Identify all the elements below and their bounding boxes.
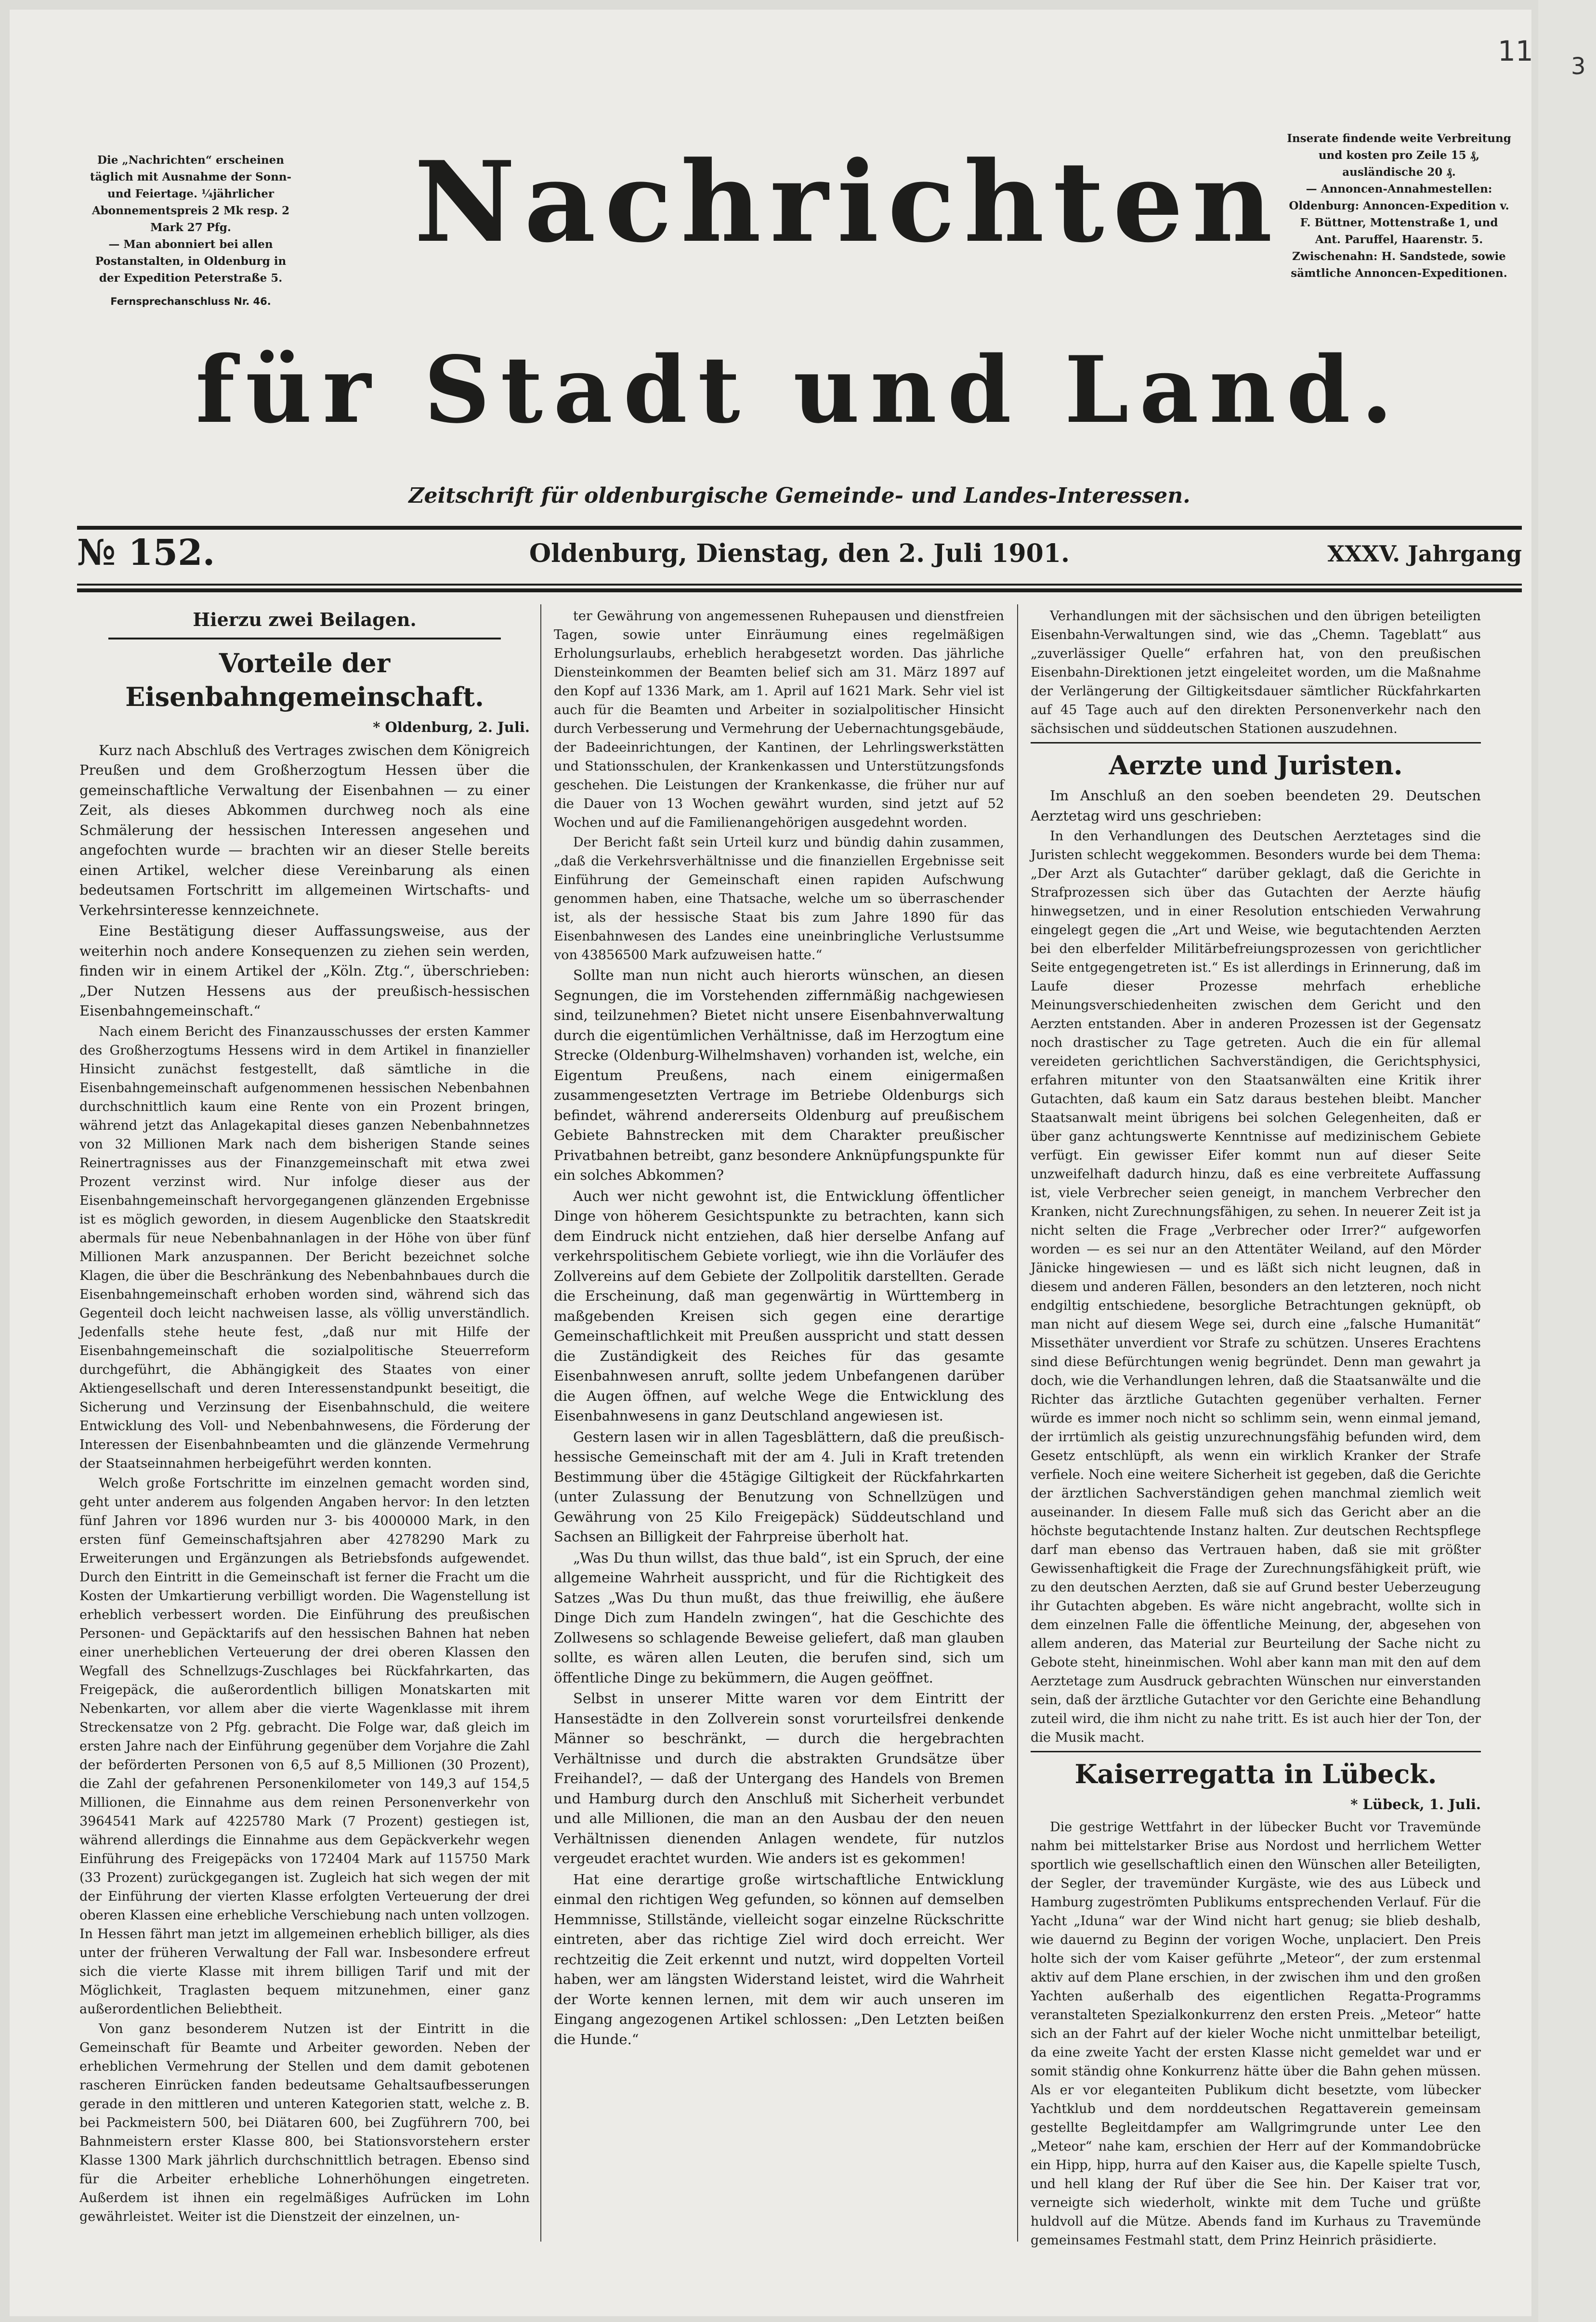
article-paragraph: Auch wer nicht gewohnt ist, die Entwicklung öffentlicher Dinge von höherem Gesichtspunkte zu betrachten, kann sich dem Eindruck nicht entziehen, daß hier derselbe Anfang auf verkehrspolitischem Gebiete vorliegt, wie ihn die Vorläufer des Zollvereins auf dem Gebiete der Zollpolitik darstellten. Gerade die Erscheinung, daß man gegenwärtig in Württemberg in maßgebenden Kreisen sich gegen eine derartige Gemeinschaftlichkeit mit Preußen ausspricht und statt dessen die Zuständigkeit des Reiches für das gesamte Eisenbahnwesen anruft, sollte jedem Unbefangenen darüber die Augen öffnen, auf welche Wege die Entwicklung des Eisenbahnwesens in ganz Deutschland angewiesen ist. bbox=[554, 1187, 1004, 1424]
issue-number: № 152. bbox=[77, 532, 215, 574]
article-paragraph: Eine Bestätigung dieser Auffassungsweise, aus der weiterhin noch andere Konsequenzen zu ziehen sein werden, finden wir in einem Artikel der „Köln. Ztg.“, überschrieben: „Der Nutzen Hessens aus der preußisch-hessischen Eisenbahngemeinschaft.“ bbox=[79, 923, 530, 1019]
article-paragraph: Welch große Fortschritte im einzelnen gemacht worden sind, geht unter anderem aus folgenden Angaben hervor: In den letzten fünf Jahren vor 1896 wurden nur 3- bis 4000000 Mark, in den ersten fünf Gemeinschaftsjahren aber 4278290 Mark zu Erweiterungen und Ergänzungen als Betriebsfonds aufgewendet. Durch den Eintritt in die Gemeinschaft ist ferner die Fracht um die Kosten der Umkartierung verbilligt worden. Die Wagenstellung ist erheblich verbessert worden. Die Einführung des preußischen Personen- und Gepäcktarifs auf den hessischen Bahnen hat neben einer unerheblichen Verteuerung der drei oberen Klassen den Wegfall des Schnellzugs-Zuschlages bei Rückfahrkarten, das Freigepäck, die außerordentlich billigen Monatskarten mit Nebenkarten, vor allem aber die vierte Wagenklasse mit ihrem Streckensatze von 2 Pfg. gebracht. Die Folge war, daß gleich im ersten Jahre nach der Einführung gegenüber dem Vorjahre die Zahl der beförderten Personen von 6,5 auf 8,5 Millionen (30 Prozent), die Zahl der gefahrenen Personenkilometer von 149,3 auf 154,5 Millionen, die Einnahme aus dem reinen Personenverkehr von 3964541 Mark auf 4225780 Mark (7 Prozent) gestiegen ist, während allerdings die Einnahme aus dem Gepäckverkehr wegen Einführung des Freigepäcks von 172404 Mark auf 115750 Mark (33 Prozent) zurückgegangen ist. Zugleich hat sich wegen der mit der Einführung der vierten Klasse erfolgten Verteuerung der drei oberen Klassen eine erhebliche Verschiebung nach unten vollzogen. In Hessen fährt man jetzt im allgemeinen erheblich billiger, als dies unter der früheren Verwaltung der Fall war. Insbesondere erfreut sich die vierte Klasse mit ihrem billigen Tarif und mit der Möglichkeit, Traglasten bequem mitzunehmen, einer ganz außerordentlichen Beliebtheit. bbox=[79, 1475, 530, 2017]
phone-info: Fernsprechanschluss Nr. 46. bbox=[110, 296, 271, 307]
article-paragraph: Selbst in unserer Mitte waren vor dem Eintritt der Hansestädte in den Zollverein sonst vorurteilsfrei denkende Männer so beschränkt, — durch die hergebrachten Verhältnisse und durch die abstrakten Grundsätze über Freihandel?, — daß der Untergang des Handels von Bremen und Hamburg durch den Anschluß mit Sicherheit verbundet und alle Millionen, die man an den Ausbau der den neuen Verhältnissen dienenden Anlagen wendete, für nutzlos vergeudet erachtet wurden. Wie anders ist es gekommen! bbox=[554, 1690, 1004, 1866]
article-paragraph: Nach einem Bericht des Finanzausschusses der ersten Kammer des Großherzogtums Hessens wird in dem Artikel in finanzieller Hinsicht zunächst festgestellt, daß sämtliche in die Eisenbahngemeinschaft aufgenommenen hessischen Nebenbahnen durchschnittlich kaum eine Rente von ein Prozent bringen, während jetzt das Anlagekapital dieses ganzen Nebenbahnnetzes von 32 Millionen Mark nach dem bisherigen Stande seines Reinertragnisses aus der Finanzgemeinschaft mit etwa zwei Prozent verzinst wird. Nur infolge dieser aus der Eisenbahngemeinschaft hervorgegangenen glänzenden Ergebnisse ist es möglich geworden, in diesem Augenblicke den Staatskredit abermals für neue Nebenbahnanlagen in der Höhe von über fünf Millionen Mark anzuspannen. Der Bericht bezeichnet solche Klagen, die über die Beschränkung des Nebenbahnbaues durch die Eisenbahngemeinschaft erhoben worden sind, während sich das Gegenteil doch leicht nachweisen lasse, als völlig unverständlich. Jedenfalls stehe heute fest, „daß nur mit Hilfe der Eisenbahngemeinschaft die sozialpolitische Steuerreform durchgeführt, die Abhängigkeit des Staates von einer Aktiengesellschaft und deren Interessenstandpunkt beseitigt, die Sicherung und Verzinsung der Eisenbahnschuld, die weitere Entwicklung des Voll- und Nebenbahnwesens, die Förderung der Interessen der Eisenbahnbeamten und die glänzende Vermehrung der Staatseinnahmen herbeigeführt werden konnten. bbox=[79, 1024, 530, 1471]
column-3 bbox=[1031, 607, 1481, 2248]
article-paragraph: Sollte man nun nicht auch hierorts wünschen, an diesen Segnungen, die im Vorstehenden ziffernmäßig nachgewiesen sind, teilzunehmen? Bietet nicht unsere Eisenbahnverwaltung durch die eigentümlichen Verhältnisse, daß im Herzogtum eine Strecke (Oldenburg-Wilhelmshaven) vorhanden ist, welche, ein Eigentum Preußens, nach einem einigermaßen zusammengesetzten Vertrage im Betriebe Oldenburgs sich befindet, während andererseits Oldenburg auf preußischem Gebiete Bahnstrecken mit dem Charakter preußischer Privatbahnen betreibt, ganz besondere Anknüpfungspunkte für ein solches Abkommen? bbox=[554, 967, 1004, 1183]
column-1 bbox=[79, 607, 530, 2239]
masthead-rule-bottom1 bbox=[77, 584, 1522, 586]
article-separator bbox=[1031, 742, 1481, 744]
article-headline-railway: Vorteile der Eisenbahngemeinschaft. bbox=[125, 648, 484, 712]
column-divider-1 bbox=[540, 604, 541, 2242]
notice-separator bbox=[108, 638, 501, 639]
article-paragraph: Im Anschluß an den soeben beendeten 29. Deutschen Aerztetag wird uns geschrieben: bbox=[1031, 787, 1481, 824]
article-paragraph: Hat eine derartige große wirtschaftliche Entwicklung einmal den richtigen Weg gefunden, so können auf demselben Hemmnisse, Stillstände, vielleicht sogar einzelne Rückschritte eintreten, aber das richtige Ziel wird doch erreicht. Wer rechtzeitig die Zeit erkennt und nutzt, wird doppelten Vorteil haben, wer am längsten Widerstand leistet, wird die Wahrheit der Worte kennen lernen, mit dem wir auch unseren im Eingang angezogenen Artikel schlossen: „Den Letzten beißen die Hunde.“ bbox=[554, 1871, 1004, 2048]
article-paragraph: Die gestrige Wettfahrt in der lübecker Bucht vor Travemünde nahm bei mittelstarker Brise aus Nordost und herrlichem Wetter sportlich wie gesellschaftlich einen den Wünschen aller Beteiligten, der Segler, der travemünder Kurgäste, wie des aus Lübeck und Hamburg zugeströmten Publikums entsprechenden Verlauf. Für die Yacht „Iduna“ war der Wind nicht hart genug; sie blieb deshalb, wie dauernd zu Beginn der vorigen Woche, unplaciert. Den Preis holte sich der vom Kaiser geführte „Meteor“, der zum erstenmal aktiv auf dem Plane erschien, in der zwischen ihm und den großen Yachten außerhalb des eigentlichen Regatta-Programms veranstalteten Spezialkonkurrenz den ersten Preis. „Meteor“ hatte sich an der Fahrt auf der kieler Woche nicht unmittelbar beteiligt, da eine zweite Yacht der ersten Klasse nicht gemeldet war und er somit ständig ohne Konkurrenz hätte über die Bahn gehen müssen. Als er vor eleganteiten Publikum dicht besetzte, vom lübecker Yachtklub und dem norddeutschen Regattaverein gemeinsam gestellte Begleitdampfer am Wallgrimgrunde unter Lee den „Meteor“ nahe kam, erschien der Herr auf der Kommandobrücke ein Hipp, hipp, hurra auf den Kaiser aus, die Kapelle spielte Tusch, und hell klang der Ruf über die See hin. Der Kaiser trat vor, verneigte sich wiederholt, winkte mit dem Tuche und grüßte huldvoll auf die Mütze. Abends fand im Kurhaus zu Travemünde gemeinsames Festmahl statt, dem Prinz Heinrich präsidierte. bbox=[1031, 1819, 1481, 2248]
subscription-info bbox=[85, 135, 297, 327]
page-number: 11 bbox=[1498, 35, 1533, 67]
newspaper-subtitle: Zeitschrift für oldenburgische Gemeinde- und Landes-Interessen. bbox=[408, 483, 1190, 508]
supplement-notice: Hierzu zwei Beilagen. bbox=[193, 609, 417, 630]
issue-date: Oldenburg, Dienstag, den 2. Juli 1901. bbox=[529, 539, 1070, 568]
dateline-bar bbox=[77, 532, 1522, 575]
article-headline-doctors: Aerzte und Juristen. bbox=[1109, 750, 1403, 781]
article-paragraph: Verhandlungen mit der sächsischen und den übrigen beteiligten Eisenbahn-Verwaltungen sind, wie das „Chemn. Tageblatt“ aus „zuverlässiger Quelle“ erfahren hat, von den preußischen Eisenbahn-Direktionen jetzt eingeleitet worden, um die Maßnahme der Verlängerung der Giltigkeitsdauer sämtlicher Rückfahrkarten auf 45 Tage auch auf den direkten Personenverkehr nach den sächsischen und süddeutschen Stationen auszudehnen. bbox=[1031, 609, 1481, 736]
article-headline-regatta: Kaiserregatta in Lübeck. bbox=[1074, 1759, 1437, 1789]
newspaper-title-line2: für Stadt und Land. bbox=[195, 336, 1404, 444]
article-separator bbox=[1031, 1751, 1481, 1752]
column-divider-2 bbox=[1017, 604, 1018, 2242]
article-dateline-railway: * Oldenburg, 2. Juli. bbox=[373, 719, 530, 735]
article-paragraph: „Was Du thun willst, das thue bald“, ist ein Spruch, der eine allgemeine Wahrheit ausspricht, und für die Richtigkeit des Satzes „Was Du thun mußt, das thue freiwillig, ehe äußere Dinge Dich zum Handeln zwingen“, hat die Geschichte des Zollwesens so schlagende Beweise geliefert, daß man glauben sollte, es wären allen Leuten, die berufen sind, sich um öffentliche Dinge zu bekümmern, die Augen geöffnet. bbox=[554, 1549, 1004, 1686]
article-paragraph: ter Gewährung von angemessenen Ruhepausen und dienstfreien Tagen, sowie unter Einräumung eines regelmäßigen Erholungsurlaubs, erheblich herabgesetzt worden. Das jährliche Diensteinkommen der Beamten belief sich am 31. März 1897 auf den Kopf auf 1336 Mark, am 1. April auf 1621 Mark. Sehr viel ist auch für die Beamten und Arbeiter in sozialpolitischer Hinsicht durch Verbesserung und Vermehrung der Uebernachtungsgebäude, der Badeeinrichtungen, der Kantinen, der Lehrlingswerkstätten und Stationsschulen, der Krankenkassen und Unterstützungsfonds geschehen. Die Leistungen der Krankenkasse, die früher nur auf die Dauer von 13 Wochen gewährt wurden, sind jetzt auf 52 Wochen und auf die Familienangehörigen ausgedehnt worden. bbox=[554, 609, 1004, 830]
scan-edge bbox=[1538, 0, 1596, 2322]
article-paragraph: In den Verhandlungen des Deutschen Aerztetages sind die Juristen schlecht weggekommen. Besonders wurde bei dem Thema: „Der Arzt als Gutachter“ darüber geklagt, daß die Gerichte in Strafprozessen sich über das Gutachten der Aerzte häufig hinwegsetzen, und in einer Resolution entschieden Verwahrung eingelegt gegen die „Art und Weise, wie begutachtenden Aerzten bei den elberfelder Militärbefreiungsprozessen von gerichtlicher Seite entgegengetreten ist.“ Es ist allerdings in Erinnerung, daß im Laufe dieser Prozesse mehrfach erhebliche Meinungsverschiedenheiten zwischen dem Gericht und den Aerzten entstanden. Aber in anderen Prozessen ist der Gegensatz noch drastischer zu Tage getreten. Auch die ein für allemal vereideten gerichtlichen Sachverständigen, die Gerichtsphysici, erfahren mitunter von den Staatsanwälten eine Kritik ihrer Gutachten, daß kaum ein Satz daraus bestehen bleibt. Mancher Staatsanwalt meint übrigens bei solchen Gelegenheiten, daß er über ganz achtungswerte Kenntnisse auf medizinischem Gebiete verfügt. Ein gewisser Eifer kommt nun auf dieser Seite unzweifelhaft dadurch hinzu, daß es eine verbreitete Auffassung ist, viele Verbrecher seien geneigt, in manchem Verbrecher den Kranken, nicht Zurechnungsfähigen, zu sehen. In neuerer Zeit ist ja nicht selten die Frage „Verbrecher oder Irrer?“ aufgeworfen worden — es sei nur an den Attentäter Weiland, auf den Mörder Jänicke hingewiesen — und es läßt sich nicht leugnen, daß in diesem und anderen Fällen, besonders an den letzteren, noch nicht endgiltig entschiedene, besorgliche Betrachtungen geknüpft, ob man nicht auf diesem Wege sei, durch eine „falsche Humanität“ Missethäter unverdient vor Strafe zu schützen. Unseres Erachtens sind diese Befürchtungen wenig begründet. Denn man gewahrt ja doch, wie die Verhandlungen lehren, daß die Staatsanwälte und die Richter das ärztliche Gutachten gegenüber verhalten. Ferner würde es immer noch nicht so schlimm sein, wenn einmal jemand, der irrtümlich als geistig unzurechnungsfähig befunden wird, dem Gesetz entschlüpft, als wenn ein wirklich Kranker der Strafe verfiele. Noch eine weitere Sicherheit ist gegeben, daß die Gerichte der ärztlichen Sachverständigen gehen manchmal ziemlich weit auseinander. In diesem Falle muß sich das Gericht aber an die höchste begutachtende Instanz halten. Zur deutschen Rechtspflege darf man ebenso das Vertrauen haben, daß sie mit größter Gewissenhaftigkeit die Frage der Zurechnungsfähigkeit prüft, wie zu den deutschen Aerzten, daß sie auf Grund bester Ueberzeugung ihr Gutachten abgeben. Es wäre nicht angebracht, wollte sich in dem einzelnen Falle die öffentliche Meinung, der, abgesehen von allem anderen, das Material zur Beurteilung der Sache nicht zu Gebote steht, hineinmischen. Wohl aber kann man mit den auf dem Aerztetage zum Ausdruck gebrachten Wünschen nur einverstanden sein, daß der ärztliche Gutachter vor den Gerichte eine Behandlung zuteil wird, die ihm nicht zu nahe tritt. Es ist auch hier der Ton, der die Musik macht. bbox=[1031, 829, 1481, 1745]
article-paragraph: Gestern lasen wir in allen Tagesblättern, daß die preußisch-hessische Gemeinschaft mit der am 4. Juli in Kraft tretenden Bestimmung über die 45tägige Giltigkeit der Rückfahrkarten (unter Zulassung der Benutzung von Schnellzügen und Gewährung von 25 Kilo Freigepäck) Süddeutschland und Sachsen an Billigkeit der Fahrpreise überholt hat. bbox=[554, 1428, 1004, 1545]
article-paragraph: Kurz nach Abschluß des Vertrages zwischen dem Königreich Preußen und dem Großherzogtum Hessen über die gemeinschaftliche Verwaltung der Eisenbahnen — zu einer Zeit, als dieses Abkommen durchweg noch als eine Schmälerung der hessischen Interessen angesehen und angefochten wurde — brachten wir an dieser Stelle bereits einen Artikel, welcher diese Vereinbarung als einen bedeutsamen Fortschritt im allgemeinen Wirtschafts- und Verkehrsinteresse kennzeichnete. bbox=[79, 742, 530, 918]
advertising-info: Inserate findende weite Verbreitung und kosten pro Zeile 15 ₰, ausländische 20 ₰. — Annoncen-Annahmestellen: Oldenburg: Annoncen-Expedition v. F. Büttner, Mottenstraße 1, und Ant. Paruffel, Haarenstr. 5. Zwischenahn: H. Sandstede, sowie sämtliche Annoncen-Expeditionen. bbox=[1287, 132, 1511, 280]
article-paragraph: Von ganz besonderem Nutzen ist der Eintritt in die Gemeinschaft für Beamte und Arbeiter geworden. Neben der erheblichen Vermehrung der Stellen und dem damit gebotenen rascheren Einrücken fanden bedeutsame Gehaltsaufbesserungen gerade in den mittleren und unteren Kategorien statt, welche z. B. bei Packmeistern 500, bei Diätaren 600, bei Zugführern 700, bei Bahnmeistern erster Klasse 800, bei Stationsvorstehern erster Klasse 1300 Mark jährlich durchschnittlich betragen. Ebenso sind für die Arbeiter erhebliche Lohnerhöhungen eingetreten. Außerdem ist ihnen ein regelmäßiges Aufrücken im Lohn gewährleistet. Weiter ist die Dienstzeit der einzelnen, un- bbox=[79, 2021, 530, 2224]
article-paragraph: Der Bericht faßt sein Urteil kurz und bündig dahin zusammen, „daß die Verkehrsverhältnisse und die finanziellen Ergebnisse seit Einführung der Gemeinschaft einen rapiden Aufschwung genommen haben, eine Thatsache, welche um so überraschender ist, als der hessische Staat bis zum Jahre 1890 für das Eisenbahnwesen des Landes eine uneinbringliche Verlustsumme von 43856500 Mark aufzuweisen hatte.“ bbox=[554, 835, 1004, 963]
subscription-text: Die „Nachrichten“ erscheinen täglich mit Ausnahme der Sonn- und Feiertage. ¼jährlicher Abonnementspreis 2 Mk resp. 2 Mark 27 Pfg. — Man abonniert bei allen Postanstalten, in Oldenburg in der Expedition Peterstraße 5. bbox=[90, 154, 292, 285]
newspaper-title-line1: Nachrichten bbox=[414, 137, 1282, 267]
column-2 bbox=[554, 607, 1004, 2239]
masthead-rule-bottom2 bbox=[77, 588, 1522, 592]
volume-year: XXXV. Jahrgang bbox=[1327, 541, 1522, 567]
masthead-rule-top bbox=[77, 526, 1522, 530]
margin-mark: 3 bbox=[1571, 53, 1586, 80]
article-dateline-regatta: * Lübeck, 1. Juli. bbox=[1350, 1796, 1481, 1813]
